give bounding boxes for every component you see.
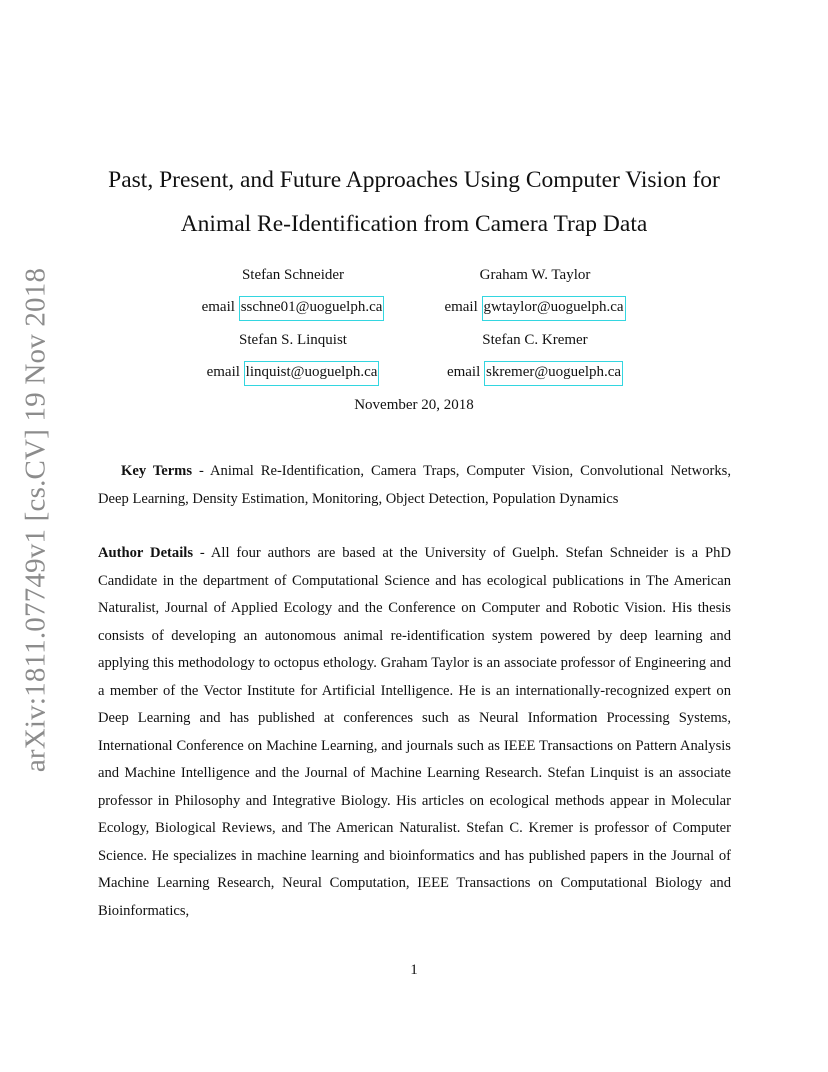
author-email-row-kremer [420,361,650,386]
email-label: email [201,299,235,315]
email-label: email [446,364,481,380]
email-label: email [206,364,240,380]
email-link-schneider[interactable]: sschne01@uoguelph.ca [239,296,385,321]
key-terms-paragraph [98,458,731,513]
author-name-schneider: Stefan Schneider [241,267,345,283]
author-email-row-taylor [420,296,650,321]
email-link-taylor[interactable]: gwtaylor@uoguelph.ca [482,296,626,321]
author-details-text: - All four authors are based at the University of Guelph. Stefan Schneider is a PhD Candidate in the department of Computational Science and has ecological publications in The American Naturalist, Journal of Applied Ecology and the Conference on Computer and Robotic Vision. His thesis consists of developing an autonomous animal re-identification system powered by deep learning and applying this methodology to octopus ethology. Graham Taylor is an associate professor of Engineering and a member of the Vector Institute for Artificial Intelligence. He is an internationally-recognized expert on Deep Learning and has published at conferences such as Neural Information Processing Systems, International Conference on Machine Learning, and journals such as IEEE Transactions on Pattern Analysis and Machine Intelligence and the Journal of Machine Learning Research. Stefan Linquist is an associate professor in Philosophy and Integrative Biology. His articles on ecological methods appear in Molecular Ecology, Biological Reviews, and The American Naturalist. Stefan C. Kremer is professor of Computer Science. He specializes in machine learning and bioinformatics and has published papers in the Journal of Machine Learning Research, Neural Computation, IEEE Transactions on Computational Biology and Bioinformatics, [98,545,731,919]
page-number: 1 [410,962,418,978]
author-email-row-linquist [178,361,408,386]
author-name-kremer: Stefan C. Kremer [482,332,588,348]
author-details-paragraph [98,540,731,925]
email-link-kremer[interactable]: skremer@uoguelph.ca [484,361,623,386]
arxiv-identifier-stamp: arXiv:1811.07749v1 [cs.CV] 19 Nov 2018 [19,267,52,773]
author-name-linquist: Stefan S. Linquist [239,332,347,348]
paper-title-line-2: Animal Re-Identification from Camera Trap Data [180,211,648,237]
key-terms-label: Key Terms [121,463,193,479]
email-label: email [444,299,478,315]
author-details-label: Author Details [98,545,194,561]
paper-title-line-1: Past, Present, and Future Approaches Using Computer Vision for [108,167,720,193]
key-terms-text: - Animal Re-Identification, Camera Traps, Computer Vision, Convolutional Networks, Deep Learning, Density Estimation, Monitoring, Object Detection, Population Dynamics [98,463,731,507]
publication-date: November 20, 2018 [354,397,474,413]
author-email-row-schneider [178,296,408,321]
email-link-linquist[interactable]: linquist@uoguelph.ca [244,361,380,386]
author-name-taylor: Graham W. Taylor [479,267,591,283]
